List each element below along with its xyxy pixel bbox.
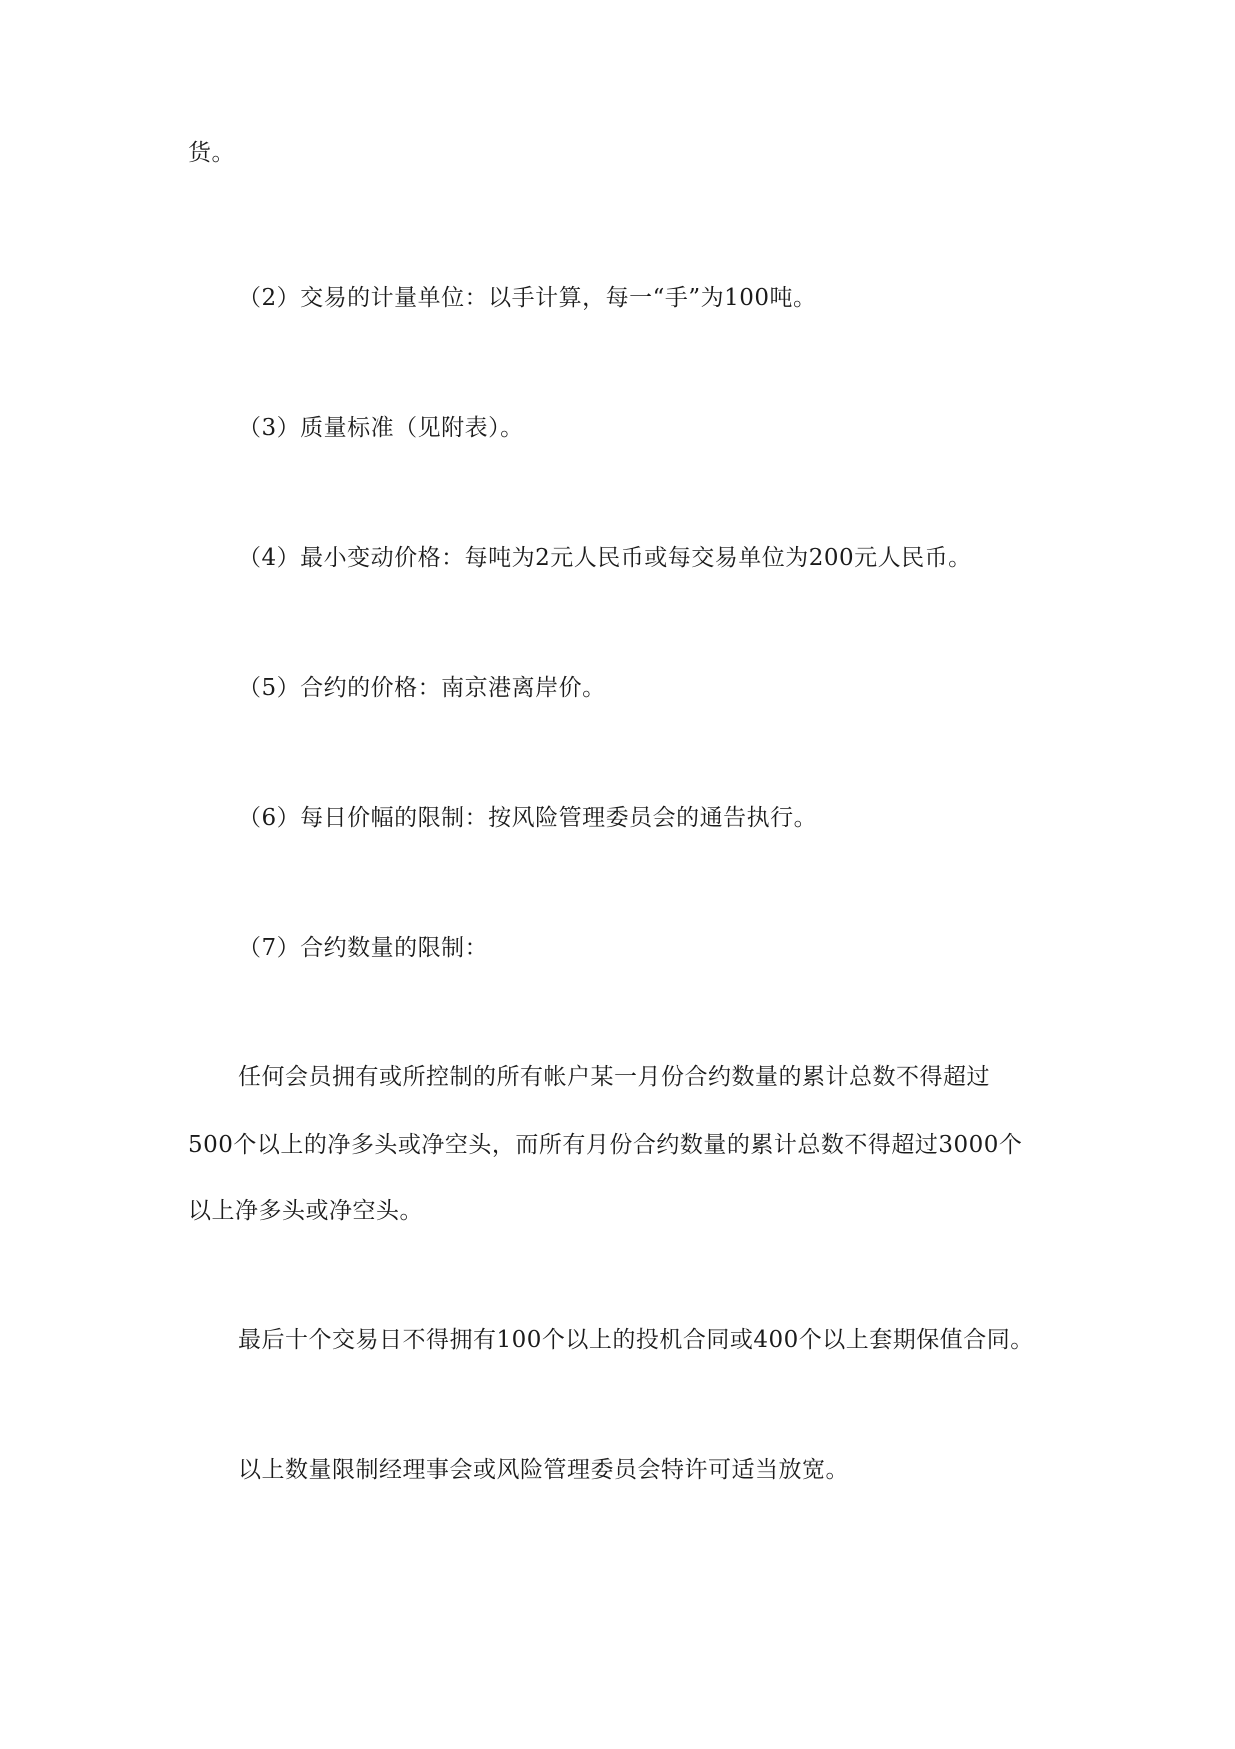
text-line: （5）合约的价格：南京港离岸价。: [238, 675, 606, 701]
text-line: 任何会员拥有或所控制的所有帐户某一月份合约数量的累计总数不得超过: [238, 1064, 990, 1090]
text-line: （4）最小变动价格：每吨为2元人民币或每交易单位为200元人民币。: [238, 545, 972, 571]
text-line: 最后十个交易日不得拥有100个以上的投机合同或400个以上套期保值合同。: [238, 1327, 1034, 1353]
text-line: 货。: [188, 140, 235, 166]
text-line: 以上数量限制经理事会或风险管理委员会特许可适当放宽。: [238, 1457, 849, 1483]
text-line: 以上净多头或净空头。: [188, 1198, 423, 1224]
text-line: （6）每日价幅的限制：按风险管理委员会的通告执行。: [238, 805, 818, 831]
text-line: （2）交易的计量单位：以手计算，每一“手”为100吨。: [238, 285, 817, 311]
text-line: （7）合约数量的限制：: [238, 935, 489, 961]
text-line: （3）质量标准（见附表）。: [238, 415, 524, 441]
text-line: 500个以上的净多头或净空头，而所有月份合约数量的累计总数不得超过3000个: [188, 1132, 1023, 1158]
